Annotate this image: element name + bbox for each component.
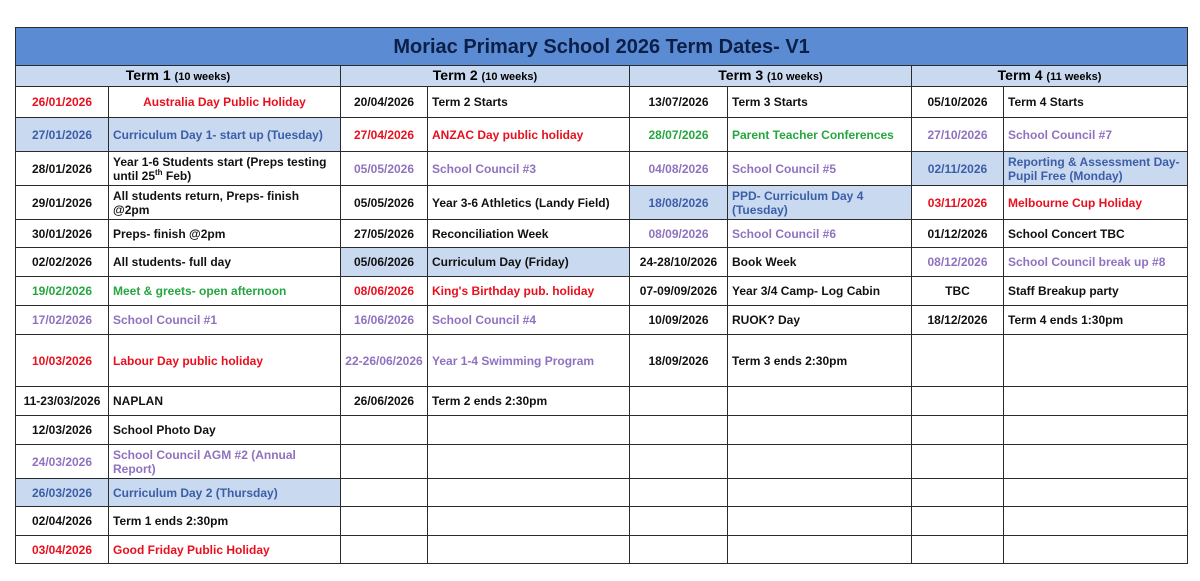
- table-row: [16, 306, 1188, 335]
- table-row: [16, 277, 1188, 306]
- term-1-date: 24/03/2026: [16, 445, 109, 479]
- term-1-event: School Photo Day: [109, 416, 341, 445]
- table-row: [16, 536, 1188, 564]
- term-4-event: Term 4 ends 1:30pm: [1004, 306, 1188, 335]
- term-2-date: [341, 536, 428, 564]
- term-name: Term 4: [997, 67, 1043, 83]
- term-4-date: [912, 387, 1004, 416]
- term-3-event: Term 3 ends 2:30pm: [728, 335, 912, 387]
- term-1-date: 30/01/2026: [16, 220, 109, 248]
- term-1-event: Good Friday Public Holiday: [109, 536, 341, 564]
- term-header-row: [16, 66, 1188, 87]
- event-superscript: th: [155, 167, 163, 177]
- term-4-date: 08/12/2026: [912, 248, 1004, 277]
- term-name: Term 2: [432, 67, 478, 83]
- term-1-event: All students return, Preps- finish @2pm: [109, 186, 341, 220]
- term-3-date: [630, 507, 728, 536]
- term-1-date: 10/03/2026: [16, 335, 109, 387]
- term-4-event: Staff Breakup party: [1004, 277, 1188, 306]
- term-2-event: [428, 536, 630, 564]
- term-2-date: 20/04/2026: [341, 87, 428, 118]
- term-1-date: 03/04/2026: [16, 536, 109, 564]
- term-2-date: [341, 507, 428, 536]
- term-header-2: [341, 66, 630, 87]
- term-3-event: [728, 479, 912, 507]
- table-row: [16, 87, 1188, 118]
- term-name: Term 3: [718, 67, 764, 83]
- term-3-event: Parent Teacher Conferences: [728, 118, 912, 152]
- term-4-date: [912, 536, 1004, 564]
- term-3-date: [630, 479, 728, 507]
- term-4-date: TBC: [912, 277, 1004, 306]
- term-4-date: [912, 445, 1004, 479]
- table-row: [16, 416, 1188, 445]
- term-2-date: [341, 479, 428, 507]
- term-2-date: [341, 445, 428, 479]
- term-1-date: 02/02/2026: [16, 248, 109, 277]
- term-2-event: [428, 445, 630, 479]
- page-title: Moriac Primary School 2026 Term Dates- V1: [16, 28, 1188, 66]
- term-1-event: All students- full day: [109, 248, 341, 277]
- term-3-event: RUOK? Day: [728, 306, 912, 335]
- term-4-date: [912, 416, 1004, 445]
- term-header-1: [16, 66, 341, 87]
- term-3-event: Book Week: [728, 248, 912, 277]
- term-header-3: [630, 66, 912, 87]
- term-2-date: 27/04/2026: [341, 118, 428, 152]
- term-1-event: Meet & greets- open afternoon: [109, 277, 341, 306]
- term-4-event: School Concert TBC: [1004, 220, 1188, 248]
- term-3-event: PPD- Curriculum Day 4 (Tuesday): [728, 186, 912, 220]
- term-2-date: 05/06/2026: [341, 248, 428, 277]
- table-row: [16, 479, 1188, 507]
- term-3-date: 24-28/10/2026: [630, 248, 728, 277]
- term-2-event: [428, 507, 630, 536]
- term-1-event: [109, 152, 341, 186]
- term-4-date: [912, 479, 1004, 507]
- term-2-date: 22-26/06/2026: [341, 335, 428, 387]
- term-4-date: 27/10/2026: [912, 118, 1004, 152]
- term-1-date: 26/03/2026: [16, 479, 109, 507]
- term-2-event: Reconciliation Week: [428, 220, 630, 248]
- table-row: [16, 335, 1188, 387]
- table-row: [16, 507, 1188, 536]
- term-3-date: 07-09/09/2026: [630, 277, 728, 306]
- table-row: [16, 118, 1188, 152]
- term-3-date: 10/09/2026: [630, 306, 728, 335]
- term-2-event: Term 2 Starts: [428, 87, 630, 118]
- term-dates-table: [15, 27, 1188, 564]
- term-3-date: [630, 445, 728, 479]
- term-1-date: 26/01/2026: [16, 87, 109, 118]
- term-1-event: School Council AGM #2 (Annual Report): [109, 445, 341, 479]
- term-weeks: (10 weeks): [174, 71, 231, 83]
- term-1-event: Curriculum Day 2 (Thursday): [109, 479, 341, 507]
- term-4-event: [1004, 335, 1188, 387]
- term-4-date: 01/12/2026: [912, 220, 1004, 248]
- term-1-date: 19/02/2026: [16, 277, 109, 306]
- term-4-date: [912, 335, 1004, 387]
- term-1-event: Australia Day Public Holiday: [109, 87, 341, 118]
- term-1-date: 28/01/2026: [16, 152, 109, 186]
- term-weeks: (10 weeks): [481, 71, 538, 83]
- term-4-event: [1004, 507, 1188, 536]
- term-3-event: [728, 507, 912, 536]
- term-2-event: Curriculum Day (Friday): [428, 248, 630, 277]
- term-1-date: 02/04/2026: [16, 507, 109, 536]
- term-1-event: Term 1 ends 2:30pm: [109, 507, 341, 536]
- term-2-event: [428, 479, 630, 507]
- term-2-date: [341, 416, 428, 445]
- term-2-event: Year 1-4 Swimming Program: [428, 335, 630, 387]
- event-text: Year 1-6 Students start (Preps testing until 25: [113, 154, 327, 183]
- term-1-date: 27/01/2026: [16, 118, 109, 152]
- term-1-date: 29/01/2026: [16, 186, 109, 220]
- term-1-date: 17/02/2026: [16, 306, 109, 335]
- table-body: [16, 87, 1188, 564]
- term-4-event: [1004, 536, 1188, 564]
- term-4-event: [1004, 479, 1188, 507]
- term-2-event: ANZAC Day public holiday: [428, 118, 630, 152]
- term-4-event: Melbourne Cup Holiday: [1004, 186, 1188, 220]
- term-2-date: 27/05/2026: [341, 220, 428, 248]
- term-header-4: [912, 66, 1188, 87]
- term-3-date: 18/09/2026: [630, 335, 728, 387]
- term-3-event: [728, 445, 912, 479]
- term-4-date: 05/10/2026: [912, 87, 1004, 118]
- term-3-event: Year 3/4 Camp- Log Cabin: [728, 277, 912, 306]
- term-2-event: Term 2 ends 2:30pm: [428, 387, 630, 416]
- term-3-date: 13/07/2026: [630, 87, 728, 118]
- term-2-date: 16/06/2026: [341, 306, 428, 335]
- term-1-event: Curriculum Day 1- start up (Tuesday): [109, 118, 341, 152]
- term-2-event: King's Birthday pub. holiday: [428, 277, 630, 306]
- term-3-event: School Council #5: [728, 152, 912, 186]
- term-4-event: [1004, 445, 1188, 479]
- term-2-event: School Council #3: [428, 152, 630, 186]
- table-row: [16, 387, 1188, 416]
- table-row: [16, 152, 1188, 186]
- term-3-date: [630, 416, 728, 445]
- table-row: [16, 186, 1188, 220]
- term-2-date: 26/06/2026: [341, 387, 428, 416]
- term-weeks: (10 weeks): [767, 71, 823, 83]
- term-2-date: 08/06/2026: [341, 277, 428, 306]
- term-3-event: Term 3 Starts: [728, 87, 912, 118]
- term-4-event: [1004, 416, 1188, 445]
- term-2-date: 05/05/2026: [341, 186, 428, 220]
- term-3-date: 08/09/2026: [630, 220, 728, 248]
- term-weeks: (11 weeks): [1046, 71, 1102, 83]
- term-4-date: [912, 507, 1004, 536]
- term-1-date: 11-23/03/2026: [16, 387, 109, 416]
- table-row: [16, 248, 1188, 277]
- event-text-tail: Feb): [162, 168, 192, 183]
- term-4-event: School Council #7: [1004, 118, 1188, 152]
- term-4-date: 02/11/2026: [912, 152, 1004, 186]
- term-3-event: [728, 387, 912, 416]
- term-3-date: [630, 536, 728, 564]
- term-4-event: [1004, 387, 1188, 416]
- term-1-event: Preps- finish @2pm: [109, 220, 341, 248]
- term-4-event: School Council break up #8: [1004, 248, 1188, 277]
- term-3-event: [728, 536, 912, 564]
- term-1-event: Labour Day public holiday: [109, 335, 341, 387]
- term-1-event: NAPLAN: [109, 387, 341, 416]
- term-4-date: 03/11/2026: [912, 186, 1004, 220]
- term-2-date: 05/05/2026: [341, 152, 428, 186]
- term-name: Term 1: [125, 67, 171, 83]
- table-row: [16, 220, 1188, 248]
- term-2-event: Year 3-6 Athletics (Landy Field): [428, 186, 630, 220]
- term-1-date: 12/03/2026: [16, 416, 109, 445]
- term-1-event: School Council #1: [109, 306, 341, 335]
- term-3-date: 28/07/2026: [630, 118, 728, 152]
- term-4-event: Reporting & Assessment Day- Pupil Free (Monday): [1004, 152, 1188, 186]
- term-4-event: Term 4 Starts: [1004, 87, 1188, 118]
- table-row: [16, 445, 1188, 479]
- term-4-date: 18/12/2026: [912, 306, 1004, 335]
- term-2-event: [428, 416, 630, 445]
- term-3-date: 04/08/2026: [630, 152, 728, 186]
- term-3-event: [728, 416, 912, 445]
- term-2-event: School Council #4: [428, 306, 630, 335]
- term-3-date: 18/08/2026: [630, 186, 728, 220]
- term-3-date: [630, 387, 728, 416]
- term-3-event: School Council #6: [728, 220, 912, 248]
